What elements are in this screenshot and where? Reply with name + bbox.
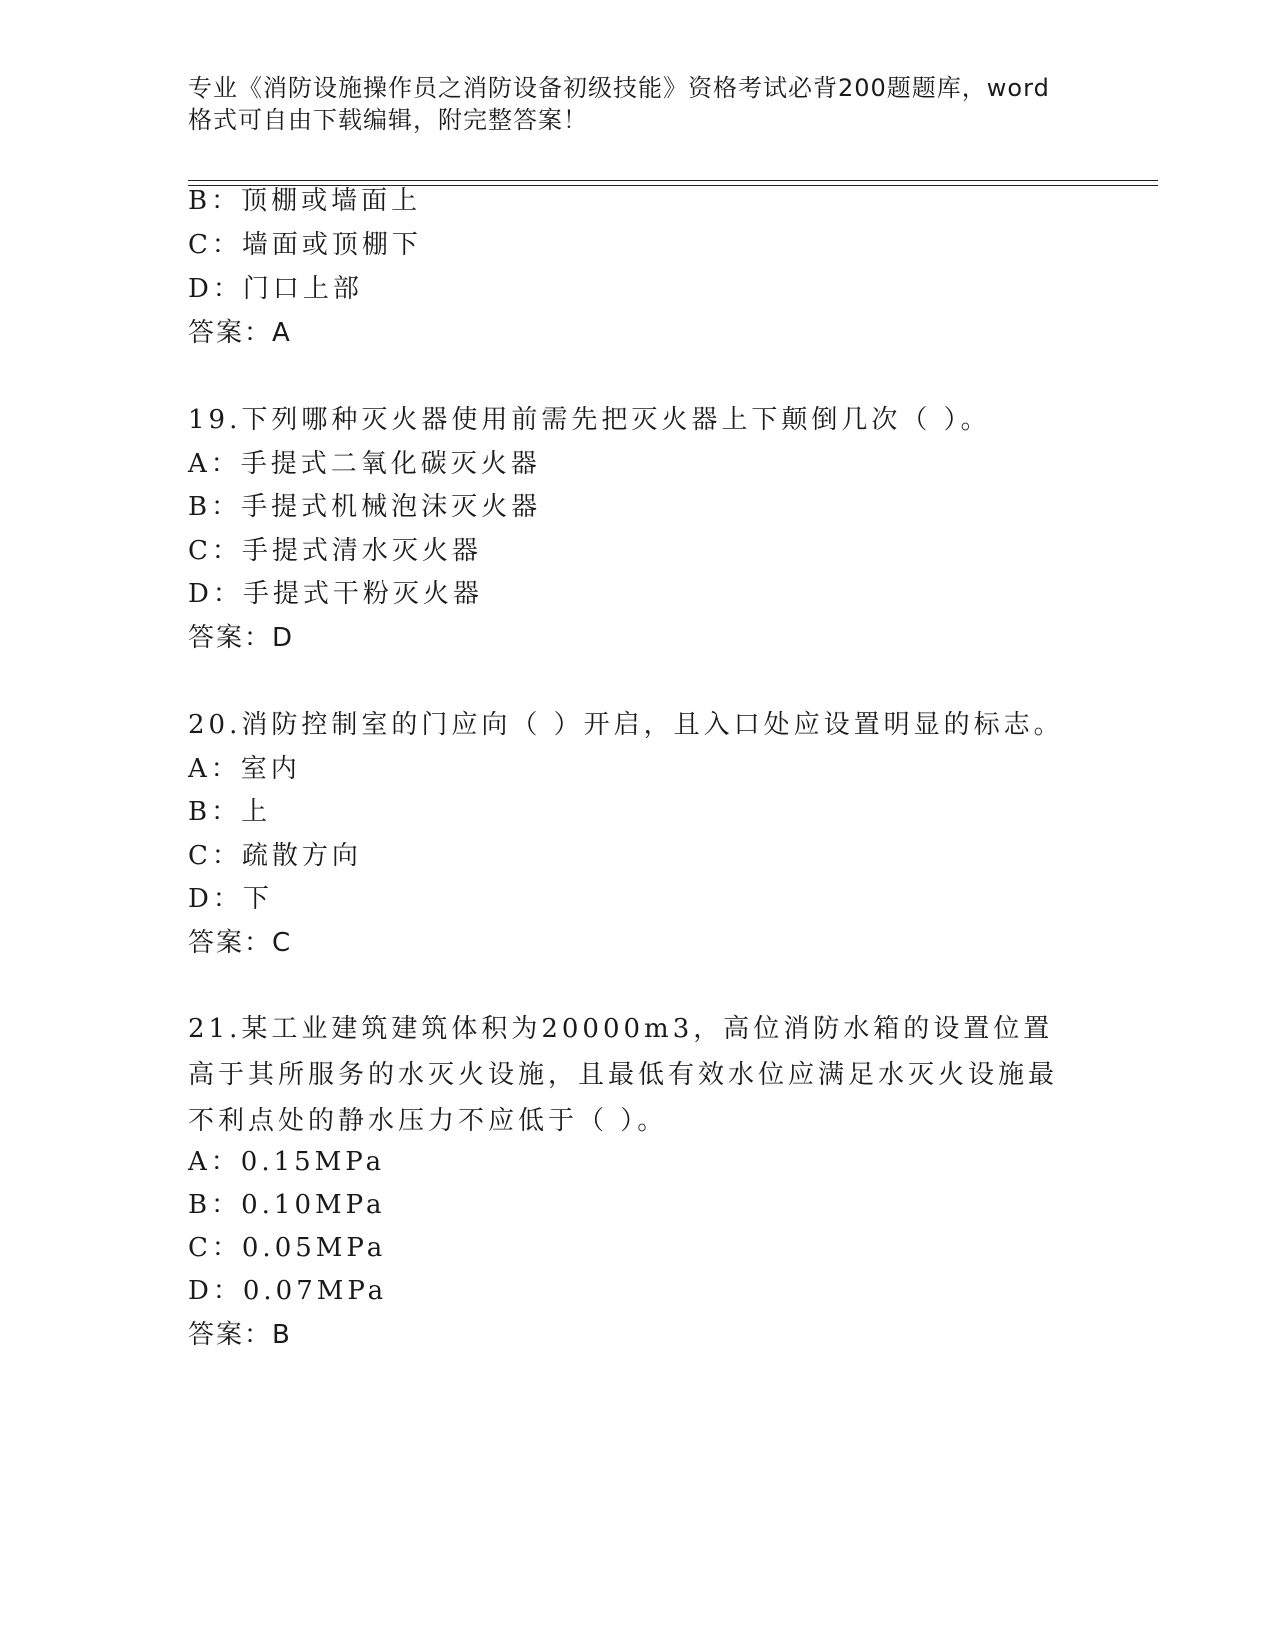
option-b: B：手提式机械泡沫灭火器 bbox=[188, 492, 542, 522]
option-b: B：上 bbox=[188, 797, 272, 827]
option-d: D：门口上部 bbox=[188, 274, 363, 304]
question-stem-20: 20.消防控制室的门应向（ ）开启，且入口处应设置明显的标志。 bbox=[188, 710, 1064, 740]
option-a: A：手提式二氧化碳灭火器 bbox=[188, 449, 541, 479]
option-a: A：室内 bbox=[188, 754, 301, 784]
question-stem-19: 19.下列哪种灭火器使用前需先把灭火器上下颠倒几次（ ）。 bbox=[188, 405, 991, 435]
answer-line: 答案：C bbox=[188, 928, 293, 958]
option-d: D：下 bbox=[188, 884, 273, 914]
answer-line: 答案：A bbox=[188, 318, 292, 348]
option-d: D：手提式干粉灭火器 bbox=[188, 579, 483, 609]
header-divider-top bbox=[188, 180, 1158, 181]
option-b: B：顶棚或墙面上 bbox=[188, 186, 422, 216]
answer-line: 答案：D bbox=[188, 623, 295, 653]
document-header: 专业《消防设施操作员之消防设备初级技能》资格考试必背200题题库，word格式可自由下载编辑，附完整答案！ bbox=[188, 74, 1050, 134]
option-c: C：墙面或顶棚下 bbox=[188, 230, 422, 260]
option-b: B：0.10MPa bbox=[188, 1190, 386, 1220]
option-c: C：0.05MPa bbox=[188, 1233, 387, 1263]
option-c: C：疏散方向 bbox=[188, 841, 362, 871]
answer-line: 答案：B bbox=[188, 1320, 292, 1350]
option-a: A：0.15MPa bbox=[188, 1147, 386, 1177]
question-stem-21: 21.某工业建筑建筑体积为20000m3，高位消防水箱的设置位置高于其所服务的水灭火设施，且最低有效水位应满足水灭火设施最不利点处的静水压力不应低于（ ）。 bbox=[188, 1014, 1059, 1136]
option-c: C：手提式清水灭火器 bbox=[188, 536, 482, 566]
option-d: D：0.07MPa bbox=[188, 1276, 388, 1306]
